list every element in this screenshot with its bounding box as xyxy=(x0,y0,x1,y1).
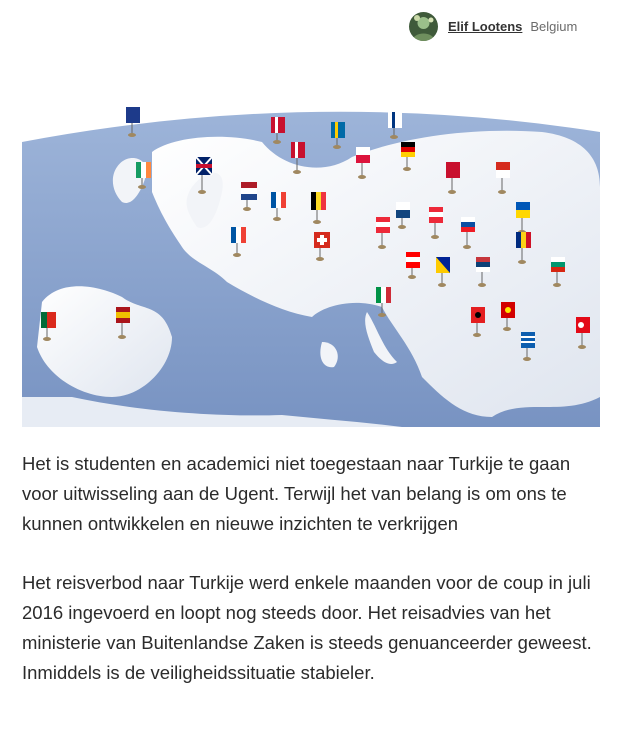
author-name-link[interactable]: Elif Lootens xyxy=(448,18,523,34)
article-body xyxy=(22,449,602,717)
avatar-photo-icon xyxy=(409,12,438,41)
author-country: Belgium xyxy=(530,18,578,34)
hero-image xyxy=(22,97,600,427)
europe-map-illustration xyxy=(22,97,600,427)
author-bar xyxy=(409,11,577,41)
article-paragraph: Het reisverbod naar Turkije werd enkele maanden voor de coup in juli 2016 ingevoerd en loopt nog steeds door. Het reisadvies van het ministerie van Buitenlandse Zaken is steeds genuanceerder geweest. Inmiddels is de veiligheidssituatie stabieler. xyxy=(22,572,592,683)
avatar[interactable] xyxy=(409,12,438,41)
article-paragraph: Het is studenten en academici niet toegestaan naar Turkije te gaan voor uitwisseling aan de Ugent. Terwijl het van belang is om ons te kunnen ontwikkelen en nieuwe inzichten te verkrijgen xyxy=(22,453,571,534)
